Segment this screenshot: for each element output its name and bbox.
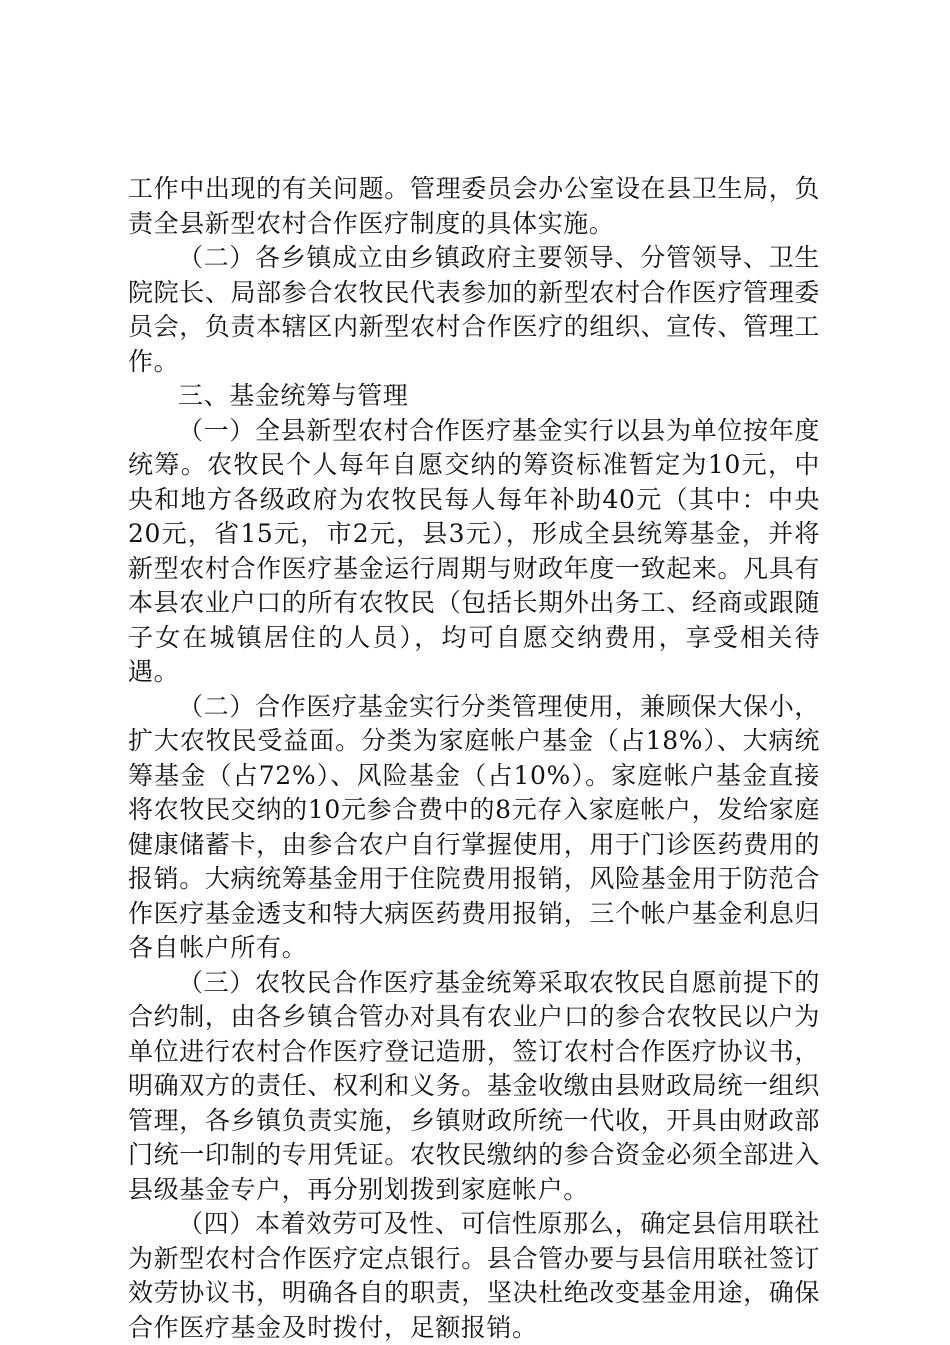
paragraph-contract-system: （三）农牧民合作医疗基金统筹采取农牧民自愿前提下的合约制，由各乡镇合管办对具有农业户口的参合农牧民以户为单位进行农村合作医疗登记造册，签订农村合作医疗协议书，明确双方的责任、权利和义务。基金收缴由县财政局统一组织管理，各乡镇负责实施，乡镇财政所统一代收，开具由财政部门统一印制的专用凭证。农牧民缴纳的参合资金必须全部进入县级基金专户，再分别划拨到家庭帐户。 [128,967,820,1204]
paragraph-fund-classification: （二）合作医疗基金实行分类管理使用，兼顾保大保小，扩大农牧民受益面。分类为家庭帐户基金（占18%）、大病统筹基金（占72%）、风险基金（占10%）。家庭帐户基金直接将农牧民交纳的10元参合费中的8元存入家庭帐户，发给家庭健康储蓄卡，由参合农户自行掌握使用，用于门诊医药费用的报销。大病统筹基金用于住院费用报销，风险基金用于防范合作医疗基金透支和特大病医药费用报销，三个帐户基金利息归各自帐户所有。 [128,691,820,962]
document-body [128,172,820,1345]
paragraph-continuation: 工作中出现的有关问题。管理委员会办公室设在县卫生局，负责全县新型农村合作医疗制度的具体实施。 [128,174,820,238]
section-heading-fund-management: 三、基金统筹与管理 [178,381,409,410]
paragraph-designated-bank: （四）本着效劳可及性、可信性原那么，确定县信用联社为新型农村合作医疗定点银行。县合管办要与县信用联社签订效劳协议书，明确各自的职责，坚决杜绝改变基金用途，确保合作医疗基金及时拨付，足额报销。 [128,1209,820,1342]
paragraph-fund-pooling: （一）全县新型农村合作医疗基金实行以县为单位按年度统筹。农牧民个人每年自愿交纳的筹资标准暂定为10元，中央和地方各级政府为农牧民每人每年补助40元（其中：中央20元，省15元，市2元，县3元），形成全县统筹基金，并将新型农村合作医疗基金运行周期与财政年度一致起来。凡具有本县农业户口的所有农牧民（包括长期外出务工、经商或跟随子女在城镇居住的人员），均可自愿交纳费用，享受相关待遇。 [128,415,820,686]
paragraph-township-committee: （二）各乡镇成立由乡镇政府主要领导、分管领导、卫生院院长、局部参合农牧民代表参加的新型农村合作医疗管理委员会，负责本辖区内新型农村合作医疗的组织、宣传、管理工作。 [128,243,820,376]
